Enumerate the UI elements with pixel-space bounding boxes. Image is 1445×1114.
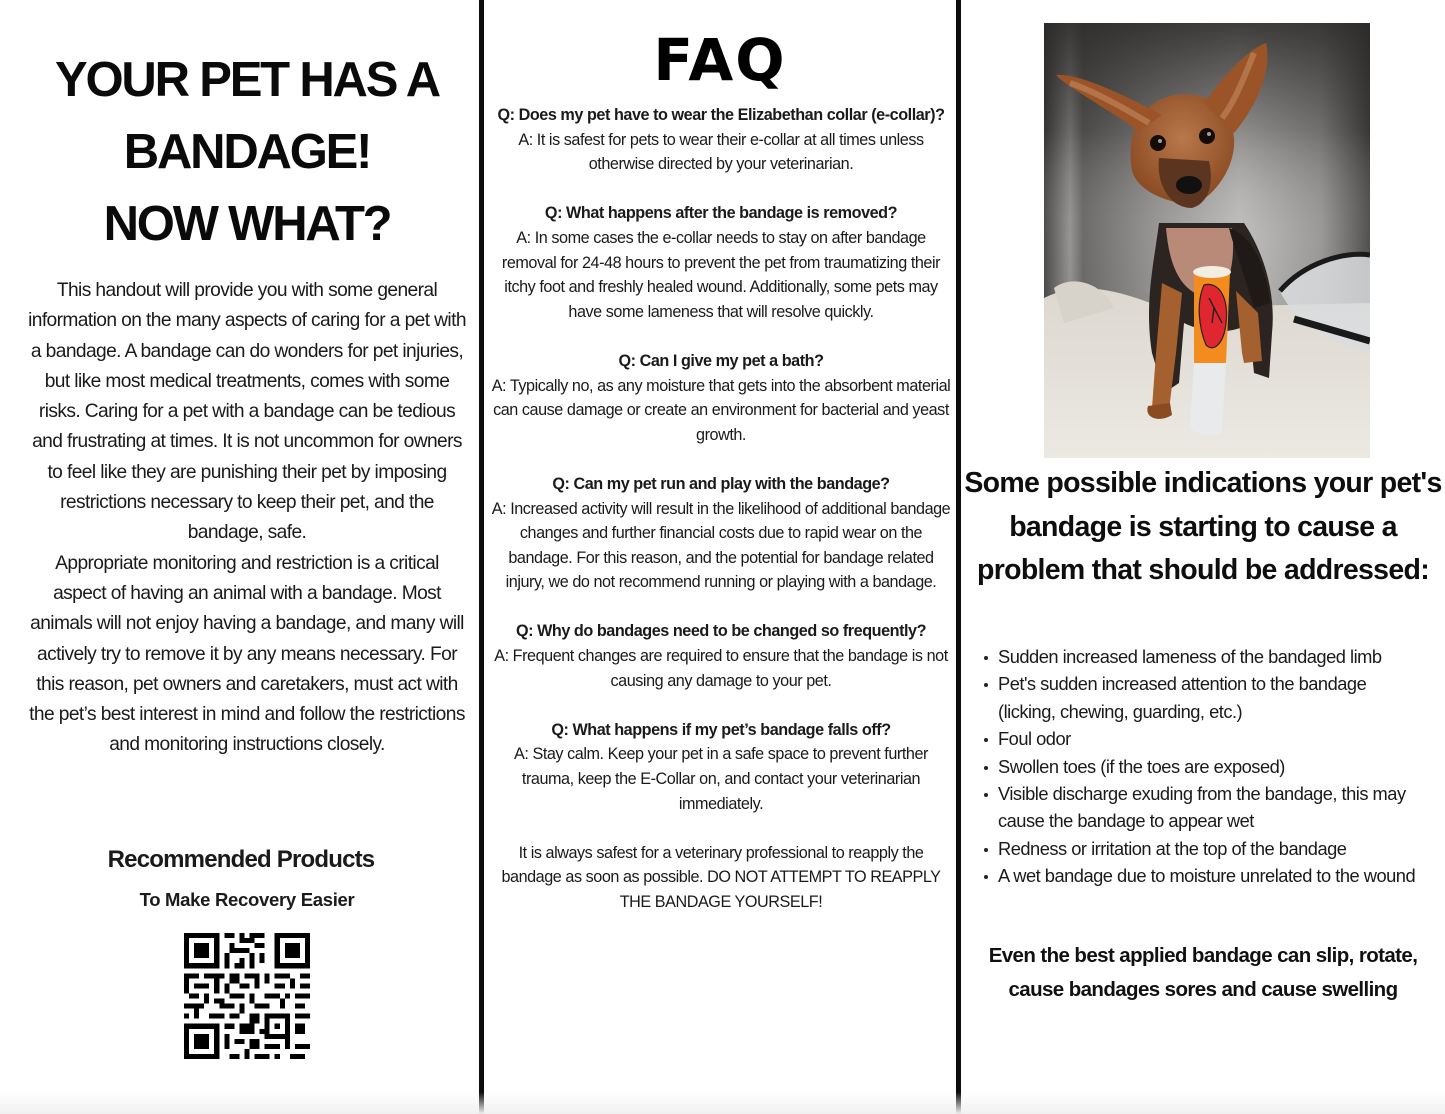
intro-paragraph: Appropriate monitoring and restriction is a critical aspect of having an animal with a bandage. Most animals will not enjoy having a bandage, and many will actively try to remove it by any means necessary. For this reason, pet owners and caretakers, must act with the pet’s best interest in mind and follow the restrictions and monitoring instructions closely. [29,552,465,756]
indications-title: Some possible indications your pet's bandage is starting to cause a problem that should be addressed: [964,467,1442,587]
title-line: BANDAGE! [123,125,371,179]
intro-text [28,276,466,761]
qr-code-graphic [184,933,310,1059]
faq-answer: A: Frequent changes are required to ensure that the bandage is not causing any damage to your pet. [494,647,948,690]
recommended-products-subtitle: To Make Recovery Easier [139,889,355,910]
faq-closing-note: It is always safest for a veterinary professional to reapply the bandage as soon as possible. DO NOT ATTEMPT TO REAPPLY THE BANDAGE YOURSELF! [501,843,941,911]
faq-answer: A: Stay calm. Keep your pet in a safe space to prevent further trauma, keep the E-Collar on, and contact your veterinarian immediately. [514,745,928,813]
indications-list [977,643,1417,890]
intro-panel [0,0,479,1114]
indication-item: Sudden increased lameness of the bandaged limb [977,643,1417,670]
faq-question: Q: Does my pet have to wear the Elizabethan collar (e-collar)? [497,106,945,124]
faq-answer: A: Typically no, as any moisture that gets into the absorbent material can cause damage or create an environment for bacterial and yeast growth. [491,376,951,444]
faq-item [490,619,952,693]
faq-question: Q: Can my pet run and play with the bandage? [552,474,890,493]
faq-question: Q: What happens if my pet’s bandage falls off? [551,720,891,739]
faq-title: FAQ [653,26,787,94]
intro-paragraph: This handout will provide you with some general information on the many aspects of caring for a pet with a bandage. A bandage can do wonders for pet injuries, but like most medical treatments, comes with some risks. Caring for a pet with a bandage can be tedious and frustrating at times. It is not uncommon for owners to feel like they are punishing their pet by imposing restrictions necessary to keep their pet, and the bandage, safe. [28,280,466,544]
indications-panel [961,0,1445,1114]
recommended-products-title: Recommended Products [107,846,375,873]
indication-item: Foul odor [977,725,1417,752]
indication-item: Pet's sudden increased attention to the bandage (licking, chewing, guarding, etc.) [977,670,1417,725]
dog-photo-image [1044,23,1370,458]
faq-item [490,103,952,177]
faq-item [490,472,952,595]
main-title [0,44,494,260]
title-line: NOW WHAT? [103,197,391,251]
bandage-warning: Even the best applied bandage can slip, rotate, cause bandages sores and cause swelling [988,944,1418,1001]
faq-item [490,201,952,324]
indication-item: A wet bandage due to moisture unrelated to the wound [977,862,1417,889]
faq-list [490,103,952,915]
indication-item: Redness or irritation at the top of the bandage [977,835,1417,862]
qr-code-icon[interactable] [184,933,310,1059]
faq-item [490,349,952,447]
faq-question: Q: What happens after the bandage is removed? [544,204,898,223]
indication-item: Swollen toes (if the toes are exposed) [977,753,1417,780]
faq-answer: A: In some cases the e-collar needs to stay on after bandage removal for 24-48 hours to prevent the pet from traumatizing their itchy foot and freshly healed wound. Additionally, some pets may have some lameness that will resolve quickly. [501,228,941,321]
faq-answer: A: It is safest for pets to wear their e-collar at all times unless otherwise directed by your veterinarian. [518,130,924,174]
faq-question: Q: Why do bandages need to be changed so frequently? [515,622,927,641]
title-line: YOUR PET HAS A [55,53,439,107]
indication-item: Visible discharge exuding from the bandage, this may cause the bandage to appear wet [977,780,1417,835]
dog-photo [1044,23,1370,458]
faq-panel [484,0,956,1114]
faq-answer: A: Increased activity will result in the likelihood of additional bandage changes and further financial costs due to rapid wear on the bandage. For this reason, and the potential for bandage related injury, we do not recommend running or playing with a bandage. [491,499,951,592]
faq-item [490,718,952,816]
faq-question: Q: Can I give my pet a bath? [618,351,824,370]
page-bottom-edge [0,1092,1445,1114]
